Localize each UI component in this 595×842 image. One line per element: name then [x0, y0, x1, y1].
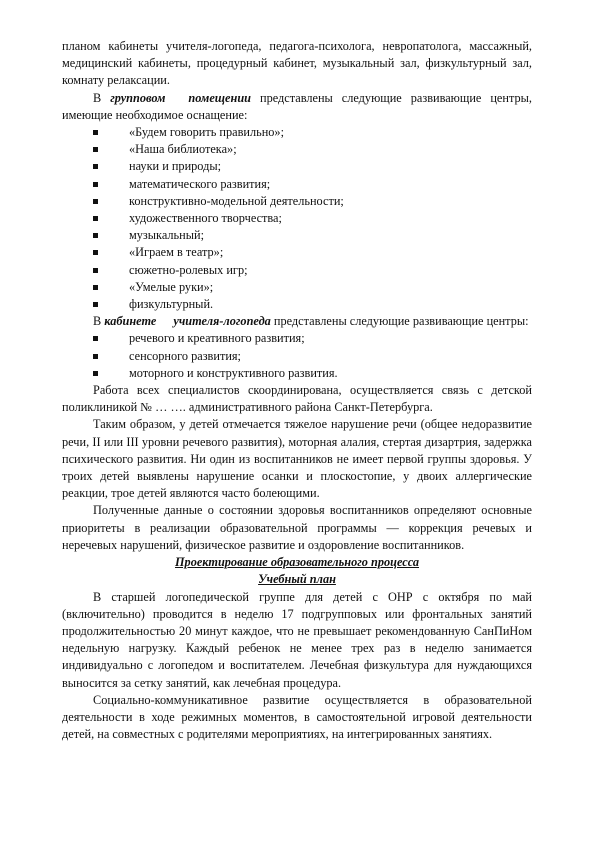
bullet-icon	[93, 285, 98, 290]
bullet-icon	[93, 302, 98, 307]
list-item-text: математического развития;	[129, 176, 271, 191]
list-item	[62, 124, 532, 141]
speech-office-centers-list	[62, 330, 532, 382]
list-item	[62, 348, 532, 365]
subsection-heading-text: Учебный план	[258, 572, 336, 587]
bullet-icon	[93, 250, 98, 255]
bullet-icon	[93, 182, 98, 187]
group-room-paragraph	[62, 90, 532, 124]
list-item	[62, 244, 532, 261]
list-item	[62, 158, 532, 175]
list-item-text: «Умелые руки»;	[129, 279, 214, 294]
list-item	[62, 296, 532, 313]
speech-office-emphasis: кабинете учителя-логопеда	[104, 314, 271, 329]
group-room-rest: представлены следующие развивающие центры, имеющие необходимое оснащение:	[62, 90, 532, 122]
list-item	[62, 176, 532, 193]
list-item-text: конструктивно-модельной деятельности;	[129, 193, 344, 208]
priorities-paragraph: Полученные данные о состоянии здоровья воспитанников определяют основные приоритеты в реализации образовательной программы — коррекция речевых и неречевых нарушений, физическое развитие и оздоровление воспитанников.	[62, 503, 532, 552]
bullet-icon	[93, 336, 98, 341]
bullet-icon	[93, 147, 98, 152]
coordination-paragraph: Работа всех специалистов скоординирована, осуществляется связь с детской поликлиникой № … …. административного района Санкт-Петербурга.	[62, 383, 532, 415]
group-room-prefix: В	[93, 90, 111, 105]
speech-office-rest: представлены следующие развивающие центры:	[270, 314, 529, 329]
bullet-icon	[93, 233, 98, 238]
social-development-paragraph: Социально-коммуникативное развитие осуществляется в образовательной деятельности в ходе режимных моментов, в самостоятельной игровой деятельности детей, на совместных с родителями мероприятиях, на интегрированных занятиях.	[62, 692, 532, 742]
speech-office-paragraph	[62, 313, 532, 330]
list-item-text: сенсорного развития;	[129, 348, 241, 363]
speech-office-prefix: В	[93, 314, 105, 329]
list-item	[62, 193, 532, 210]
list-item	[62, 330, 532, 347]
list-item-text: «Наша библиотека»;	[129, 142, 237, 157]
bullet-icon	[93, 130, 98, 135]
list-item-text: физкультурный.	[129, 297, 214, 312]
bullet-icon	[93, 199, 98, 204]
list-item	[62, 365, 532, 382]
section-heading-text: Проектирование образовательного процесса	[174, 555, 419, 570]
list-item-text: «Играем в театр»;	[129, 245, 224, 260]
list-item-text: моторного и конструктивного развития.	[129, 365, 338, 380]
curriculum-paragraph: В старшей логопедической группе для детей с ОНР с октября по май (включительно) проводится в неделю 17 подгрупповых или фронтальных занятий продолжительностью 20 минут каждое, что не превышает рекомендованную СанПиНом недельную нагрузку. Каждый ребенок не менее трех раз в неделю занимается индивидуально с логопедом и воспитателем. Лечебная физкультура для нуждающихся выносится за сетку занятий, как лечебная процедура.	[62, 589, 532, 690]
list-item-text: речевого и креативного развития;	[129, 331, 305, 346]
bullet-icon	[93, 268, 98, 273]
section-heading	[62, 554, 532, 571]
group-room-centers-list	[62, 124, 532, 313]
list-item	[62, 141, 532, 158]
list-item	[62, 279, 532, 296]
list-item-text: науки и природы;	[129, 159, 222, 174]
list-item	[62, 210, 532, 227]
intro-paragraph: планом кабинеты учителя-логопеда, педагога-психолога, невропатолога, массажный, медицинский кабинеты, процедурный кабинет, музыкальный зал, физкультурный зал, комнату релаксации.	[62, 39, 532, 88]
diagnosis-paragraph: Таким образом, у детей отмечается тяжелое нарушение речи (общее недоразвитие речи, II или III уровни речевого развития), моторная алалия, стертая дизартрия, задержка психического развития. Ни один из воспитанников не имеет первой группы здоровья. У троих детей выявлены нарушение осанки и плоскостопие, у двоих аллергические реакции, трое детей являются часто болеющими.	[62, 417, 532, 501]
group-room-emphasis: групповом помещении	[110, 90, 252, 105]
document-page	[62, 38, 532, 743]
subsection-heading	[62, 571, 532, 588]
list-item-text: сюжетно-ролевых игр;	[129, 262, 248, 277]
bullet-icon	[93, 164, 98, 169]
list-item	[62, 227, 532, 244]
bullet-icon	[93, 371, 98, 376]
list-item	[62, 262, 532, 279]
list-item-text: музыкальный;	[129, 228, 204, 243]
list-item-text: художественного творчества;	[129, 211, 282, 226]
bullet-icon	[93, 354, 98, 359]
bullet-icon	[93, 216, 98, 221]
list-item-text: «Будем говорить правильно»;	[129, 125, 285, 140]
